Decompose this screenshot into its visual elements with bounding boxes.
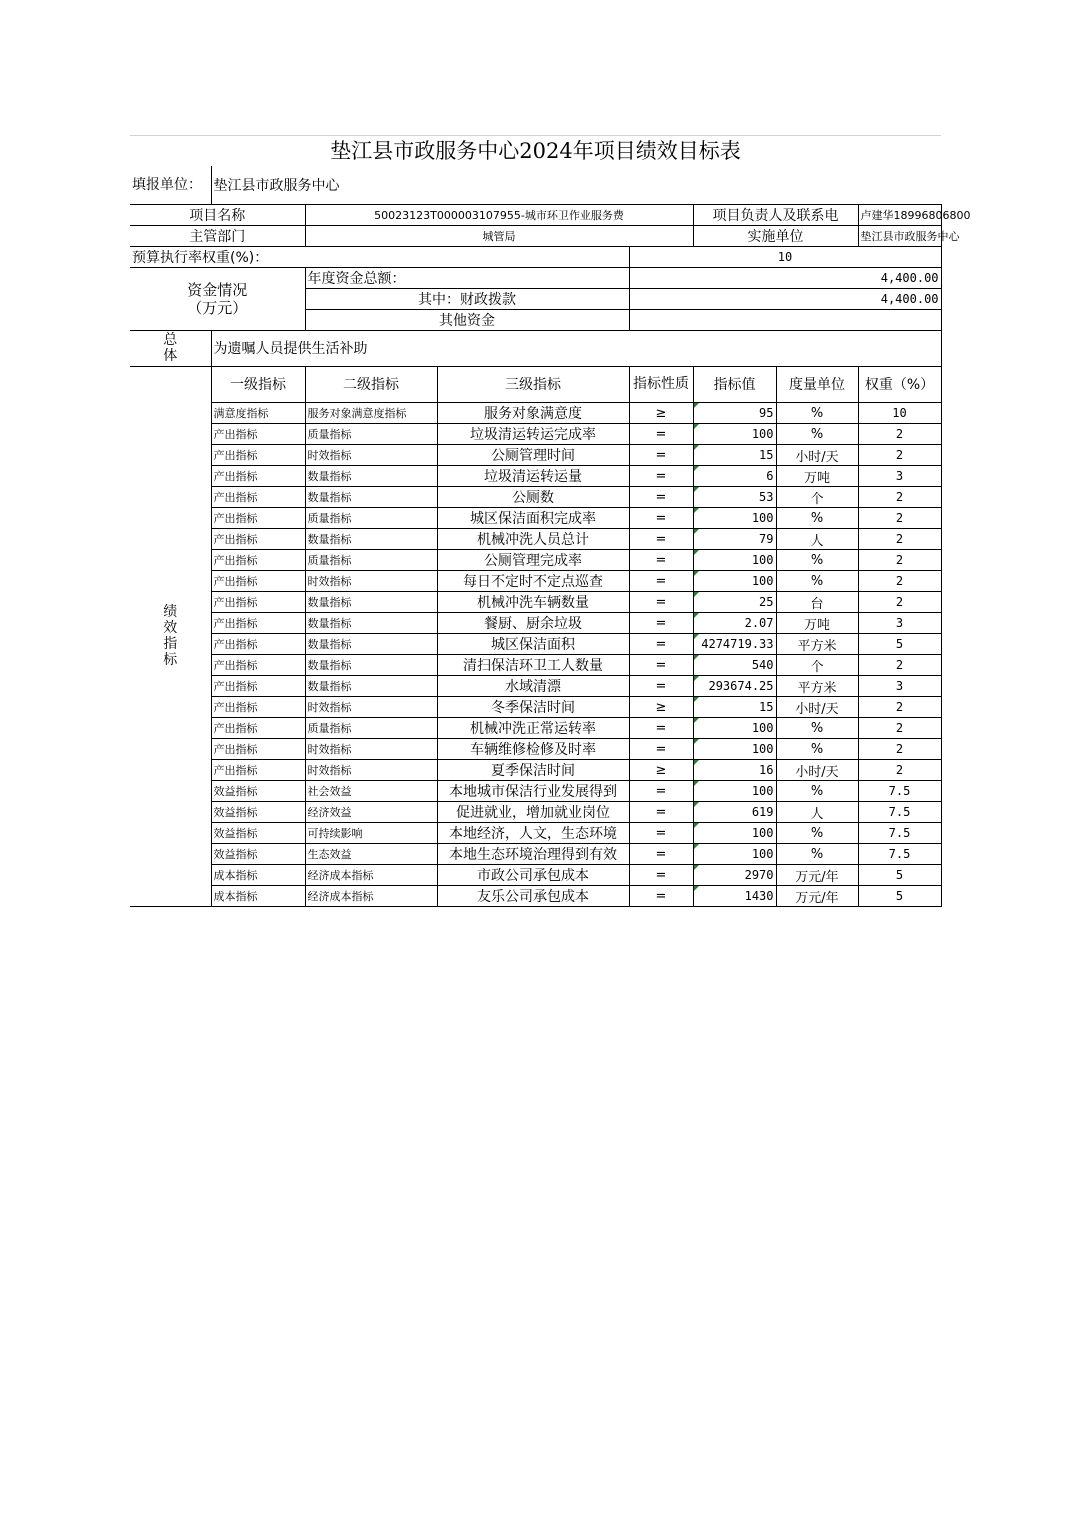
project-name-value: 50023123T000003107955-城市环卫作业服务费 — [305, 204, 693, 225]
budget-rate-row — [130, 246, 941, 267]
funds-finance-label: 其中：财政拨款 — [305, 288, 629, 309]
row-level3: 车辆维修检修及时率 — [437, 739, 629, 760]
table-row — [130, 487, 941, 508]
table-row — [130, 865, 941, 886]
row-level2: 数量指标 — [305, 655, 437, 676]
supervisor-value: 城管局 — [305, 225, 693, 246]
row-level1: 产出指标 — [211, 508, 305, 529]
table-row — [130, 676, 941, 697]
filling-unit-label: 填报单位： — [130, 166, 211, 204]
row-level2: 质量指标 — [305, 718, 437, 739]
row-weight: 2 — [858, 718, 941, 739]
sheet-title: 垫江县市政服务中心2024年项目绩效目标表 — [130, 135, 941, 166]
row-level2: 时效指标 — [305, 760, 437, 781]
table-row — [130, 550, 941, 571]
row-weight: 2 — [858, 655, 941, 676]
row-nature: ≥ — [629, 697, 693, 718]
row-level3: 冬季保洁时间 — [437, 697, 629, 718]
row-weight: 2 — [858, 487, 941, 508]
row-level3: 清扫保洁环卫工人数量 — [437, 655, 629, 676]
project-name-row — [130, 204, 941, 225]
table-row — [130, 655, 941, 676]
row-weight: 2 — [858, 529, 941, 550]
row-level2: 经济成本指标 — [305, 886, 437, 907]
row-level3: 公厕管理完成率 — [437, 550, 629, 571]
row-level3: 机械冲洗车辆数量 — [437, 592, 629, 613]
row-unit: % — [776, 739, 858, 760]
row-nature: = — [629, 466, 693, 487]
table-row — [130, 424, 941, 445]
row-value: 293674.25 — [693, 676, 776, 697]
row-weight: 5 — [858, 865, 941, 886]
row-level1: 产出指标 — [211, 697, 305, 718]
funds-other-label: 其他资金 — [305, 309, 629, 330]
row-level3: 本地经济，人文，生态环境 — [437, 823, 629, 844]
row-unit: 小时/天 — [776, 760, 858, 781]
table-row — [130, 445, 941, 466]
filling-unit-value: 垫江县市政服务中心 — [211, 166, 941, 204]
row-level3: 机械冲洗正常运转率 — [437, 718, 629, 739]
row-unit: 平方米 — [776, 634, 858, 655]
funds-other-value — [629, 309, 941, 330]
row-value: 2970 — [693, 865, 776, 886]
row-value: 100 — [693, 781, 776, 802]
project-name-label: 项目名称 — [130, 204, 305, 225]
row-level3: 城区保洁面积 — [437, 634, 629, 655]
table-row — [130, 634, 941, 655]
row-value: 100 — [693, 550, 776, 571]
row-nature: = — [629, 676, 693, 697]
table-row — [130, 739, 941, 760]
funds-label-line1: 资金情况 — [187, 280, 248, 299]
row-level1: 产出指标 — [211, 718, 305, 739]
row-nature: = — [629, 802, 693, 823]
row-weight: 2 — [858, 571, 941, 592]
row-level3: 每日不定时不定点巡查 — [437, 571, 629, 592]
row-value: 540 — [693, 655, 776, 676]
filling-unit-row — [130, 166, 941, 204]
row-nature: ≥ — [629, 403, 693, 424]
row-level1: 产出指标 — [211, 424, 305, 445]
row-level2: 数量指标 — [305, 529, 437, 550]
row-unit: % — [776, 571, 858, 592]
row-level2: 质量指标 — [305, 508, 437, 529]
row-level3: 市政公司承包成本 — [437, 865, 629, 886]
row-weight: 2 — [858, 697, 941, 718]
overall-value: 为遗嘱人员提供生活补助 — [211, 330, 941, 366]
row-nature: = — [629, 529, 693, 550]
row-nature: ≥ — [629, 760, 693, 781]
row-nature: = — [629, 655, 693, 676]
row-nature: = — [629, 550, 693, 571]
indicator-label-char: 绩 — [163, 604, 178, 621]
row-level1: 产出指标 — [211, 445, 305, 466]
row-unit: 人 — [776, 529, 858, 550]
row-weight: 7.5 — [858, 823, 941, 844]
table-row — [130, 403, 941, 424]
funds-total-value: 4,400.00 — [629, 267, 941, 288]
budget-rate-label: 预算执行率权重(%)： — [130, 246, 629, 267]
indicator-table — [130, 367, 942, 908]
row-nature: = — [629, 445, 693, 466]
row-weight: 2 — [858, 508, 941, 529]
row-level3: 服务对象满意度 — [437, 403, 629, 424]
row-level1: 满意度指标 — [211, 403, 305, 424]
row-value: 25 — [693, 592, 776, 613]
row-level2: 数量指标 — [305, 634, 437, 655]
info-table — [130, 166, 971, 367]
row-nature: = — [629, 718, 693, 739]
row-nature: = — [629, 739, 693, 760]
row-value: 15 — [693, 445, 776, 466]
row-level1: 效益指标 — [211, 823, 305, 844]
row-level3: 促进就业，增加就业岗位 — [437, 802, 629, 823]
row-weight: 2 — [858, 424, 941, 445]
row-level2: 经济成本指标 — [305, 865, 437, 886]
table-row — [130, 613, 941, 634]
row-unit: 万元/年 — [776, 865, 858, 886]
row-level3: 机械冲洗人员总计 — [437, 529, 629, 550]
table-row — [130, 781, 941, 802]
row-level2: 时效指标 — [305, 739, 437, 760]
row-value: 100 — [693, 508, 776, 529]
row-unit: 万元/年 — [776, 886, 858, 907]
row-unit: % — [776, 508, 858, 529]
row-value: 1430 — [693, 886, 776, 907]
row-unit: 万吨 — [776, 466, 858, 487]
row-level1: 产出指标 — [211, 655, 305, 676]
row-level3: 城区保洁面积完成率 — [437, 508, 629, 529]
indicator-section-label — [130, 367, 211, 907]
indicator-label-char: 效 — [163, 620, 178, 637]
row-level1: 成本指标 — [211, 865, 305, 886]
row-unit: % — [776, 550, 858, 571]
row-value: 100 — [693, 739, 776, 760]
row-level2: 经济效益 — [305, 802, 437, 823]
row-unit: 小时/天 — [776, 445, 858, 466]
row-nature: = — [629, 823, 693, 844]
row-weight: 2 — [858, 592, 941, 613]
row-level1: 产出指标 — [211, 760, 305, 781]
budget-rate-value: 10 — [629, 246, 941, 267]
indicator-label-char: 指 — [163, 636, 178, 653]
row-unit: 万吨 — [776, 613, 858, 634]
indicator-label-char: 标 — [163, 652, 178, 669]
row-weight: 3 — [858, 613, 941, 634]
impl-unit-label: 实施单位 — [693, 225, 858, 246]
table-row — [130, 823, 941, 844]
row-level2: 数量指标 — [305, 466, 437, 487]
row-weight: 2 — [858, 445, 941, 466]
row-level1: 效益指标 — [211, 844, 305, 865]
row-level2: 数量指标 — [305, 592, 437, 613]
row-unit: % — [776, 823, 858, 844]
row-weight: 7.5 — [858, 844, 941, 865]
row-level2: 数量指标 — [305, 613, 437, 634]
row-weight: 3 — [858, 676, 941, 697]
row-value: 4274719.33 — [693, 634, 776, 655]
table-row — [130, 697, 941, 718]
row-nature: = — [629, 886, 693, 907]
row-level3: 垃圾清运转运完成率 — [437, 424, 629, 445]
row-level2: 时效指标 — [305, 697, 437, 718]
row-level2: 可持续影响 — [305, 823, 437, 844]
row-nature: = — [629, 571, 693, 592]
overall-label-line1: 总 — [163, 332, 178, 348]
table-row — [130, 844, 941, 865]
row-weight: 7.5 — [858, 802, 941, 823]
row-unit: % — [776, 781, 858, 802]
row-weight: 2 — [858, 739, 941, 760]
row-unit: % — [776, 424, 858, 445]
col-value-header: 指标值 — [693, 367, 776, 403]
row-level1: 产出指标 — [211, 613, 305, 634]
overall-label-line2: 体 — [163, 348, 178, 364]
row-level1: 产出指标 — [211, 550, 305, 571]
row-level3: 公厕管理时间 — [437, 445, 629, 466]
row-weight: 5 — [858, 886, 941, 907]
row-level2: 生态效益 — [305, 844, 437, 865]
row-value: 100 — [693, 571, 776, 592]
row-value: 16 — [693, 760, 776, 781]
col-nature-header: 指标性质 — [629, 367, 693, 403]
col-level1-header: 一级指标 — [211, 367, 305, 403]
row-value: 95 — [693, 403, 776, 424]
row-unit: 个 — [776, 487, 858, 508]
row-nature: = — [629, 424, 693, 445]
table-row — [130, 529, 941, 550]
supervisor-label: 主管部门 — [130, 225, 305, 246]
row-value: 619 — [693, 802, 776, 823]
row-nature: = — [629, 592, 693, 613]
row-level1: 产出指标 — [211, 634, 305, 655]
row-weight: 7.5 — [858, 781, 941, 802]
row-nature: = — [629, 781, 693, 802]
funds-finance-value: 4,400.00 — [629, 288, 941, 309]
row-nature: = — [629, 844, 693, 865]
row-level3: 公厕数 — [437, 487, 629, 508]
overall-row — [130, 330, 941, 366]
row-unit: 人 — [776, 802, 858, 823]
row-level2: 数量指标 — [305, 676, 437, 697]
row-unit: 个 — [776, 655, 858, 676]
funds-label — [130, 267, 305, 330]
row-value: 53 — [693, 487, 776, 508]
row-level1: 产出指标 — [211, 571, 305, 592]
row-unit: % — [776, 844, 858, 865]
row-weight: 2 — [858, 550, 941, 571]
row-value: 79 — [693, 529, 776, 550]
row-level1: 成本指标 — [211, 886, 305, 907]
row-level3: 水域清漂 — [437, 676, 629, 697]
row-value: 100 — [693, 844, 776, 865]
row-level1: 产出指标 — [211, 487, 305, 508]
row-value: 100 — [693, 718, 776, 739]
row-weight: 10 — [858, 403, 941, 424]
row-weight: 5 — [858, 634, 941, 655]
table-row — [130, 571, 941, 592]
col-unit-header: 度量单位 — [776, 367, 858, 403]
row-level3: 夏季保洁时间 — [437, 760, 629, 781]
row-level1: 产出指标 — [211, 739, 305, 760]
row-level3: 本地城市保洁行业发展得到 — [437, 781, 629, 802]
row-value: 100 — [693, 823, 776, 844]
impl-unit-value: 垫江县市政服务中心 — [858, 225, 941, 246]
funds-label-line2: （万元） — [187, 298, 248, 317]
row-level1: 效益指标 — [211, 802, 305, 823]
contact-label: 项目负责人及联系电 — [693, 204, 858, 225]
indicator-header-row — [130, 367, 941, 403]
row-unit: 台 — [776, 592, 858, 613]
table-row — [130, 802, 941, 823]
table-row — [130, 718, 941, 739]
row-level2: 服务对象满意度指标 — [305, 403, 437, 424]
row-level2: 时效指标 — [305, 571, 437, 592]
row-level3: 餐厨、厨余垃圾 — [437, 613, 629, 634]
row-unit: % — [776, 403, 858, 424]
funds-total-label: 年度资金总额： — [305, 267, 629, 288]
row-level3: 本地生态环境治理得到有效 — [437, 844, 629, 865]
row-value: 2.07 — [693, 613, 776, 634]
performance-target-sheet — [130, 135, 971, 907]
col-level3-header: 三级指标 — [437, 367, 629, 403]
row-nature: = — [629, 613, 693, 634]
table-row — [130, 886, 941, 907]
row-weight: 2 — [858, 760, 941, 781]
table-row — [130, 466, 941, 487]
row-level3: 友乐公司承包成本 — [437, 886, 629, 907]
row-level2: 时效指标 — [305, 445, 437, 466]
row-value: 6 — [693, 466, 776, 487]
row-nature: = — [629, 634, 693, 655]
row-level1: 产出指标 — [211, 676, 305, 697]
row-nature: = — [629, 865, 693, 886]
row-unit: % — [776, 718, 858, 739]
row-weight: 3 — [858, 466, 941, 487]
contact-value: 卢建华18996806800 — [858, 204, 941, 225]
funds-total-row — [130, 267, 941, 288]
overall-label — [130, 330, 211, 366]
row-level1: 产出指标 — [211, 592, 305, 613]
row-level2: 质量指标 — [305, 424, 437, 445]
row-value: 15 — [693, 697, 776, 718]
supervisor-row — [130, 225, 941, 246]
row-nature: = — [629, 508, 693, 529]
row-unit: 平方米 — [776, 676, 858, 697]
row-level2: 数量指标 — [305, 487, 437, 508]
row-level2: 社会效益 — [305, 781, 437, 802]
table-row — [130, 592, 941, 613]
row-level2: 质量指标 — [305, 550, 437, 571]
row-level1: 效益指标 — [211, 781, 305, 802]
table-row — [130, 508, 941, 529]
col-level2-header: 二级指标 — [305, 367, 437, 403]
row-value: 100 — [693, 424, 776, 445]
row-level3: 垃圾清运转运量 — [437, 466, 629, 487]
row-unit: 小时/天 — [776, 697, 858, 718]
row-level1: 产出指标 — [211, 529, 305, 550]
table-row — [130, 760, 941, 781]
col-weight-header: 权重（%） — [858, 367, 941, 403]
row-nature: = — [629, 487, 693, 508]
row-level1: 产出指标 — [211, 466, 305, 487]
